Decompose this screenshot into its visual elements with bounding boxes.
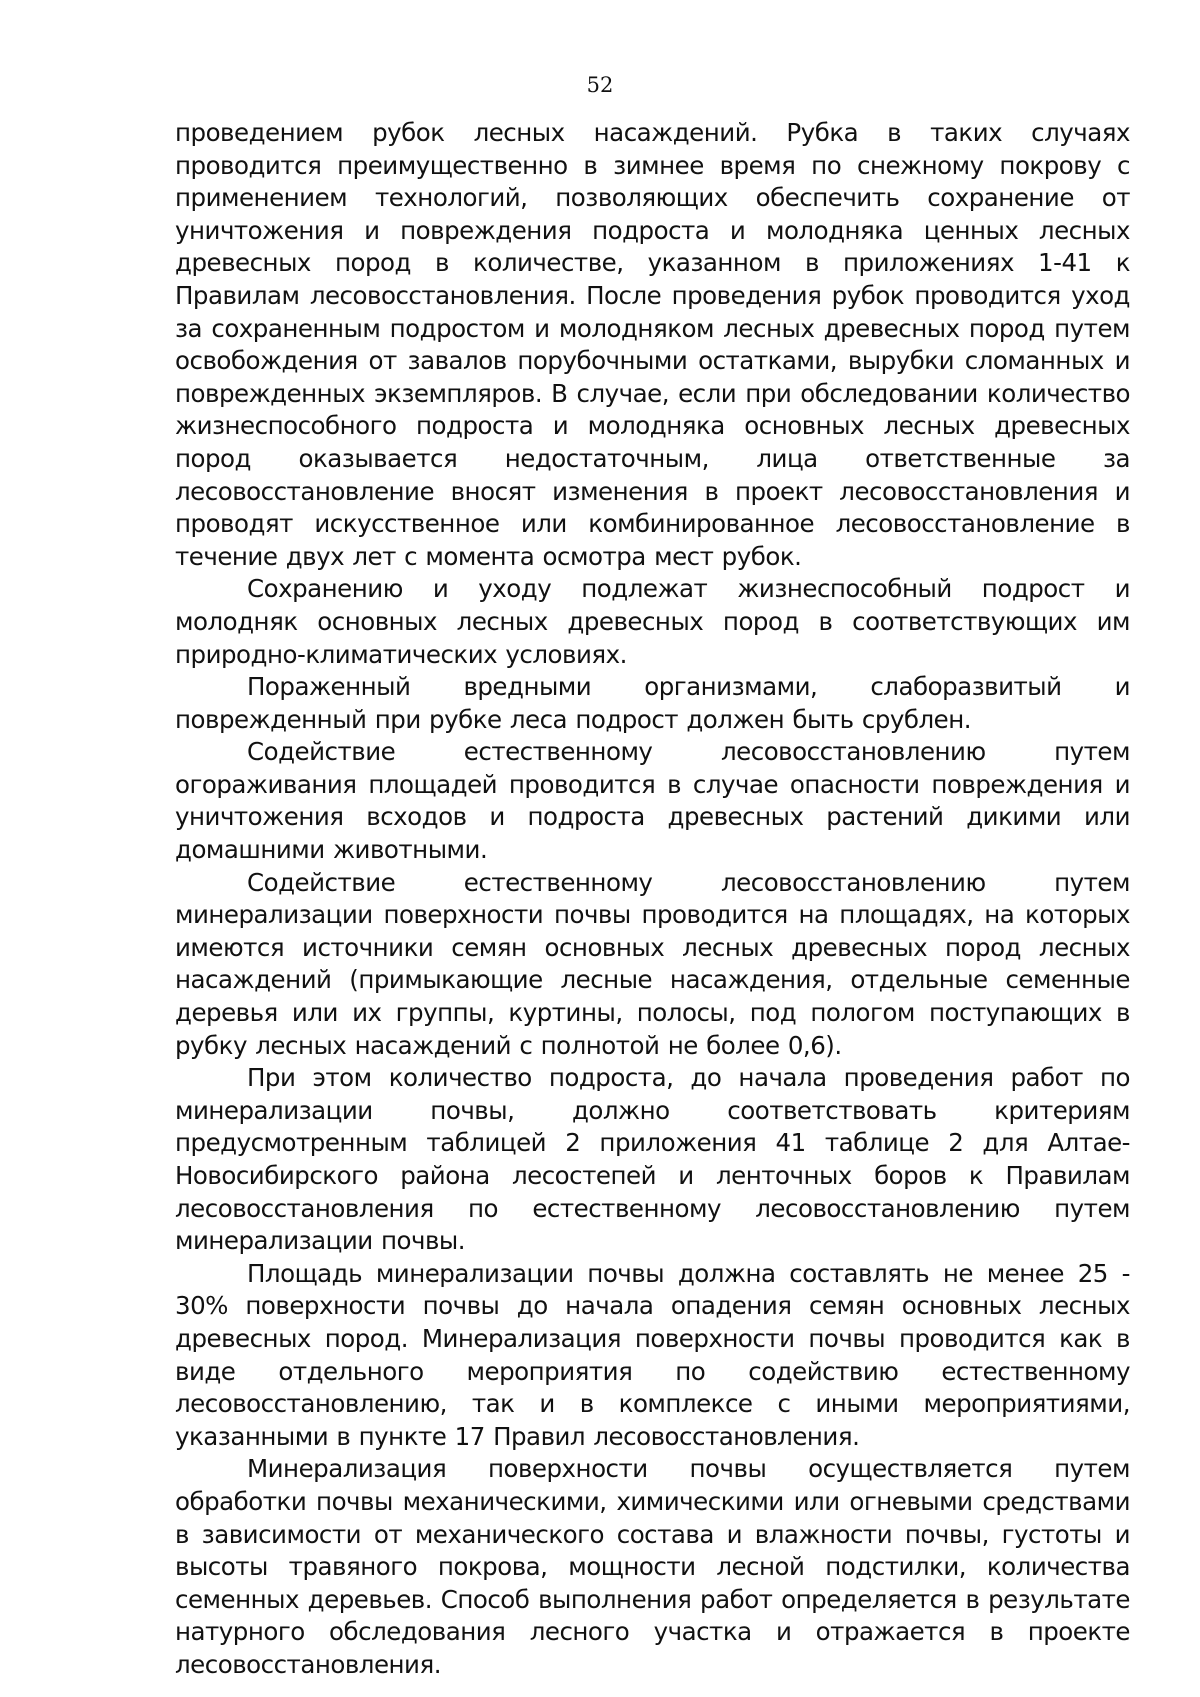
paragraph-mineralization-area: Площадь минерализации почвы должна составлять не менее 25 - 30% поверхности почвы до начала опадения семян основных лесных древесных пород. Минерализация поверхности почвы проводится как в виде отдельного мероприятия по содействию естественному лесовосстановлению, так и в комплексе с иными мероприятиями, указанными в пункте 17 Правил лесовосстановления. (175, 1258, 1130, 1451)
paragraph-mineralization-sources: Содействие естественному лесовосстановлению путем минерализации поверхности почвы проводится на площадях, на которых имеются источники семян основных лесных древесных пород лесных насаждений (примыкающие лесные насаждения, отдельные семенные деревья или их группы, куртины, полосы, под пологом поступающих в рубку лесных насаждений с полнотой не более 0,6). (175, 867, 1130, 1060)
paragraph-preservation-care: Сохранению и уходу подлежат жизнеспособный подрост и молодняк основных лесных древесных пород в соответствующих им природно-климатических условиях. (175, 574, 1130, 669)
document-body (175, 117, 1130, 1682)
paragraph-continuation: проведением рубок лесных насаждений. Рубка в таких случаях проводится преимущественно в зимнее время по снежному покрову с применением технологий, позволяющих обеспечить сохранение от уничтожения и повреждения подроста и молодняка ценных лесных древесных пород в количестве, указанном в приложениях 1-41 к Правилам лесовосстановления. После проведения рубок проводится уход за сохраненным подростом и молодняком лесных древесных пород путем освобождения от завалов порубочными остатками, вырубки сломанных и поврежденных экземпляров. В случае, если при обследовании количество жизнеспособного подроста и молодняка основных лесных древесных пород оказывается недостаточным, лица ответственные за лесовосстановление вносят изменения в проект лесовосстановления и проводят искусственное или комбинированное лесовосстановление в течение двух лет с момента осмотра мест рубок. (175, 118, 1130, 571)
paragraph-undergrowth-criteria: При этом количество подроста, до начала проведения работ по минерализации почвы, должно соответствовать критериям предусмотренным таблицей 2 приложения 41 таблице 2 для Алтае-Новосибирского района лесостепей и ленточных боров к Правилам лесовосстановления по естественному лесовосстановлению путем минерализации почвы. (175, 1063, 1130, 1256)
paragraph-fencing: Содействие естественному лесовосстановлению путем огораживания площадей проводится в случае опасности повреждения и уничтожения всходов и подроста древесных растений дикими или домашними животными. (175, 737, 1130, 865)
page-number: 52 (586, 73, 614, 97)
paragraph-mineralization-methods: Минерализация поверхности почвы осуществляется путем обработки почвы механическими, химическими или огневыми средствами в зависимости от механического состава и влажности почвы, густоты и высоты травяного покрова, мощности лесной подстилки, количества семенных деревьев. Способ выполнения работ определяется в результате натурного обследования лесного участка и отражается в проекте лесовосстановления. (175, 1454, 1130, 1679)
paragraph-damaged-undergrowth: Пораженный вредными организмами, слаборазвитый и поврежденный при рубке леса подрост должен быть срублен. (175, 672, 1130, 734)
